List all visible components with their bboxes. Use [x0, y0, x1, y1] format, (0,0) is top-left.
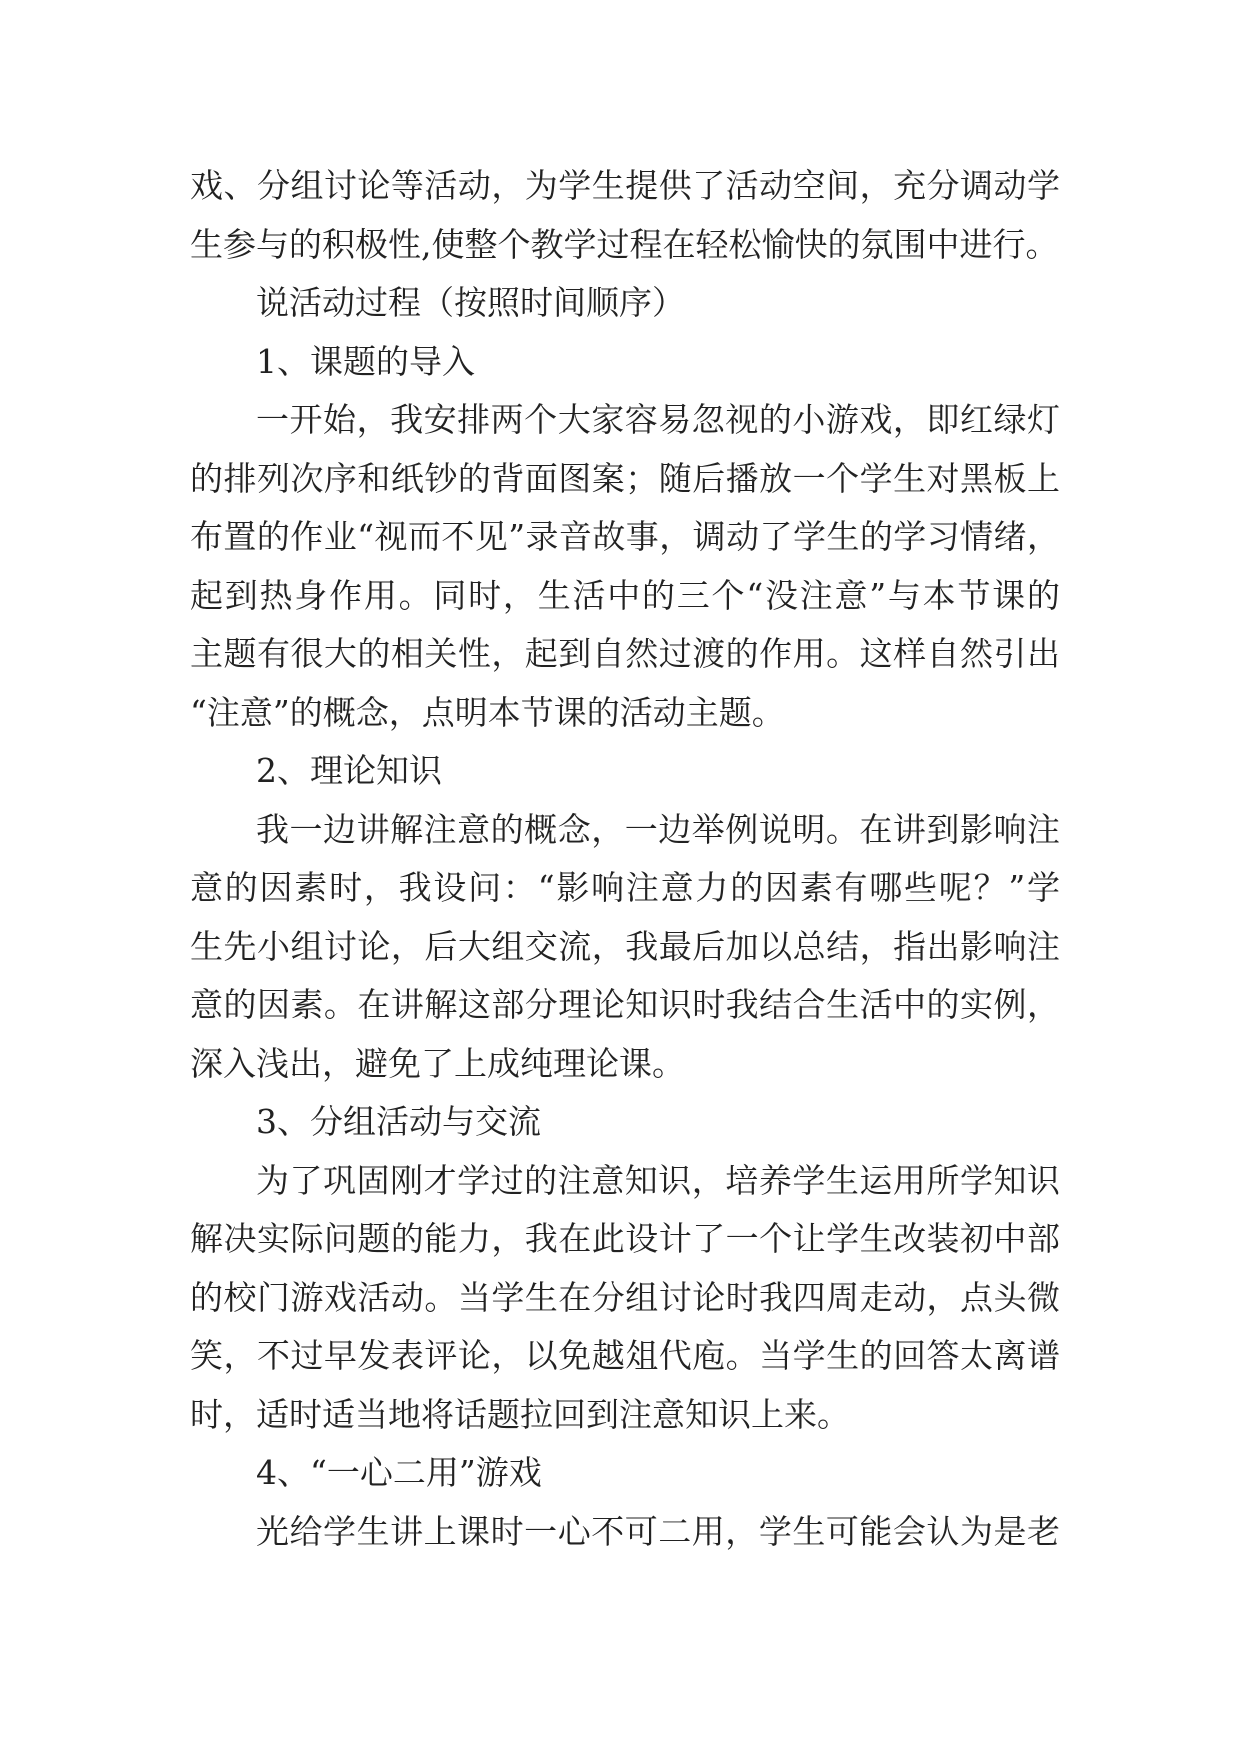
text-line: 起到热身作用。同时，生活中的三个“没注意”与本节课的	[190, 575, 1060, 615]
text-line: 生参与的积极性,使整个教学过程在轻松愉快的氛围中进行。	[190, 224, 1059, 264]
text-line: 生先小组讨论，后大组交流，我最后加以总结，指出影响注	[190, 926, 1060, 966]
text-line: 笑，不过早发表评论，以免越俎代庖。当学生的回答太离谱	[190, 1336, 1060, 1375]
paragraph-first-line: 我一边讲解注意的概念，一边举例说明。在讲到影响注	[256, 809, 1060, 849]
text-line: 深入浅出，避免了上成纯理论课。	[190, 1043, 685, 1083]
text-line: 的校门游戏活动。当学生在分组讨论时我四周走动，点头微	[190, 1277, 1060, 1317]
paragraph-first-line: 光给学生讲上课时一心不可二用，学生可能会认为是老	[256, 1511, 1060, 1551]
section-heading: 4、“一心二用”游戏	[256, 1453, 542, 1492]
text-line: 主题有很大的相关性，起到自然过渡的作用。这样自然引出	[190, 634, 1060, 673]
text-line: 意的因素时，我设问：“影响注意力的因素有哪些呢？”学	[190, 868, 1060, 907]
text-line: 意的因素。在讲解这部分理论知识时我结合生活中的实例，	[190, 985, 1060, 1024]
text-line: 的排列次序和纸钞的背面图案；随后播放一个学生对黑板上	[190, 458, 1060, 498]
text-line: 时，适时适当地将话题拉回到注意知识上来。	[190, 1394, 850, 1434]
section-heading: 2、理论知识	[256, 751, 442, 790]
text-line: 戏、分组讨论等活动，为学生提供了活动空间，充分调动学	[190, 166, 1060, 205]
paragraph-first-line: 一开始，我安排两个大家容易忽视的小游戏，即红绿灯	[256, 400, 1060, 439]
text-line: 布置的作业“视而不见”录音故事，调动了学生的学习情绪，	[190, 517, 1060, 556]
text-line: 解决实际问题的能力，我在此设计了一个让学生改装初中部	[190, 1219, 1060, 1258]
text-line: “注意”的概念，点明本节课的活动主题。	[190, 692, 785, 732]
document-body	[190, 157, 1060, 1561]
section-heading: 3、分组活动与交流	[256, 1102, 541, 1141]
section-heading: 说活动过程（按照时间顺序）	[256, 283, 685, 322]
section-heading: 1、课题的导入	[256, 341, 475, 381]
paragraph-first-line: 为了巩固刚才学过的注意知识，培养学生运用所学知识	[256, 1160, 1060, 1200]
